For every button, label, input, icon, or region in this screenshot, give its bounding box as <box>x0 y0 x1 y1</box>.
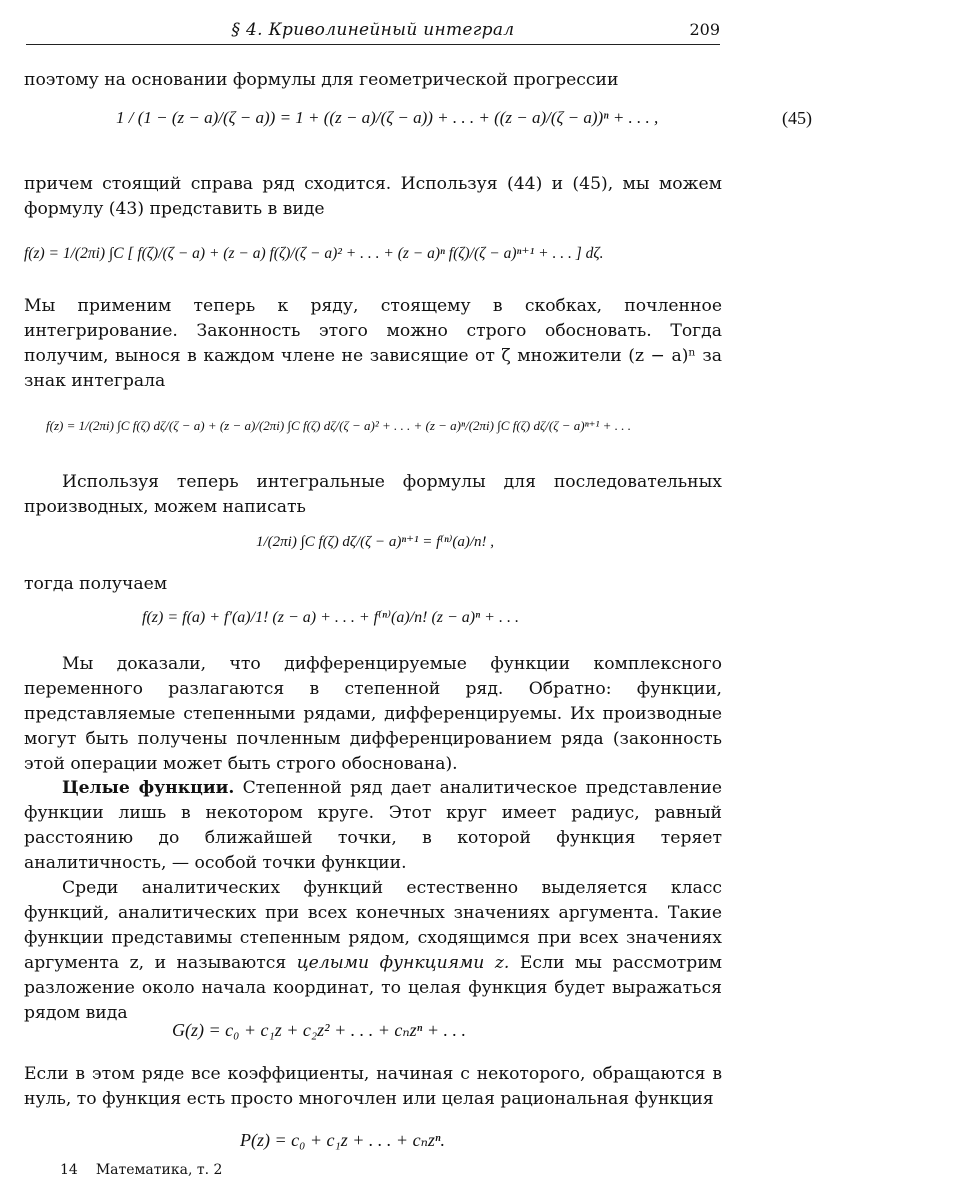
paragraph-body-end: Если мы рассмотрим разложение около начала координат, то целая функция будет выражаться рядом вида <box>24 953 723 1023</box>
paragraph-geometric-progression <box>24 68 722 93</box>
header-title: § 4. Криволинейный интеграл <box>231 20 515 40</box>
formula-polynomial <box>24 1128 938 1152</box>
paragraph-text <box>24 876 722 1026</box>
book-signature: Математика, т. 2 <box>95 1162 223 1178</box>
paragraph-text: тогда получаем <box>24 574 168 594</box>
formula-integrated-series <box>24 414 744 438</box>
formula-text: G(z) = c₀ + c₁z + c₂z² + . . . + cₙzⁿ + . . . <box>172 1020 466 1040</box>
paragraph-entire-functions-intro <box>24 776 722 876</box>
paragraph-termwise-integration <box>24 294 722 394</box>
defined-term: целыми функциями z. <box>296 953 510 973</box>
paragraph-body: Степенной ряд дает аналитическое представление функции лишь в некотором круге. Этот круг имеет радиус, равный расстоянию до ближайшей точки, в которой функция теряет аналитичность, — особой точки функции. <box>24 778 723 873</box>
paragraph-polynomial <box>24 1062 722 1112</box>
paragraph-derivative-formulas <box>24 470 722 520</box>
paragraph-text: Если в этом ряде все коэффициенты, начиная с некоторого, обращаются в нуль, то функция есть просто многочлен или целая рациональная функция <box>24 1064 722 1109</box>
paragraph-text: причем стоящий справа ряд сходится. Используя (44) и (45), мы можем формулу (43) представить в виде <box>24 174 722 219</box>
formula-text: f(z) = 1/(2πi) ∫C f(ζ) dζ/(ζ − a) + (z − a)/(2πi) ∫C f(ζ) dζ/(ζ − a)² + . . . + (z − a)ⁿ/(2πi) ∫C f(ζ) dζ/(ζ − a)ⁿ⁺¹ + . . . <box>46 418 631 433</box>
section-run-in-heading: Целые функции. <box>62 778 235 798</box>
formula-45 <box>24 106 814 130</box>
equation-number: (45) <box>782 108 812 128</box>
formula-entire-series <box>24 1018 870 1042</box>
paragraph-text <box>24 776 722 876</box>
paragraph-text: Используя теперь интегральные формулы для последовательных производных, можем написать <box>24 472 722 517</box>
formula-text: 1/(2πi) ∫C f(ζ) dζ/(ζ − a)ⁿ⁺¹ = f⁽ⁿ⁾(a)/n! , <box>256 534 495 550</box>
paragraph-text: Мы доказали, что дифференцируемые функции комплексного переменного разлагаются в степенной ряд. Обратно: функции, представляемые степенными рядами, дифференцируемы. Их производные могут быть получены почленным дифференцированием ряда (законность этой операции может быть строго обоснована). <box>24 654 722 774</box>
formula-43-expansion <box>24 242 722 266</box>
formula-text: f(z) = 1/(2πi) ∫C [ f(ζ)/(ζ − a) + (z − a) f(ζ)/(ζ − a)² + . . . + (z − a)ⁿ f(ζ)/(ζ − a)ⁿ⁺¹ + . . . ] dζ. <box>24 245 604 262</box>
paragraph-body-start: Среди аналитических функций естественно выделяется класс функций, аналитических при всех конечных значениях аргумента. Такие функции представимы степенным рядом, сходящимся при всех значениях аргумента z, и называются <box>24 878 722 973</box>
formula-text: 1 / (1 − (z − a)/(ζ − a)) = 1 + ((z − a)/(ζ − a)) + . . . + ((z − a)/(ζ − a))ⁿ + . . . , <box>116 108 659 127</box>
paragraph-text: Мы применим теперь к ряду, стоящему в скобках, почленное интегрирование. Законность этого можно строго обосновать. Тогда получим, вынося в каждом члене не зависящие от ζ множители (z − a)ⁿ за знак интеграла <box>24 296 722 391</box>
paragraph-text: поэтому на основании формулы для геометрической прогрессии <box>24 70 619 90</box>
formula-text: f(z) = f(a) + f′(a)/1! (z − a) + . . . + f⁽ⁿ⁾(a)/n! (z − a)ⁿ + . . . <box>142 609 519 626</box>
formula-taylor-series <box>24 606 840 630</box>
formula-derivative-integral <box>24 530 954 554</box>
paragraph-entire-functions-definition <box>24 876 722 1026</box>
running-header <box>26 14 720 45</box>
page-number: 209 <box>689 20 720 39</box>
paragraph-differentiable-functions <box>24 652 722 777</box>
sheet-signature-number: 14 <box>60 1162 78 1178</box>
formula-text: P(z) = c₀ + c₁z + . . . + cₙzⁿ. <box>240 1130 446 1150</box>
paragraph-then-we-get <box>24 572 722 597</box>
page-footer <box>60 1162 240 1178</box>
paragraph-series-converges <box>24 172 722 222</box>
